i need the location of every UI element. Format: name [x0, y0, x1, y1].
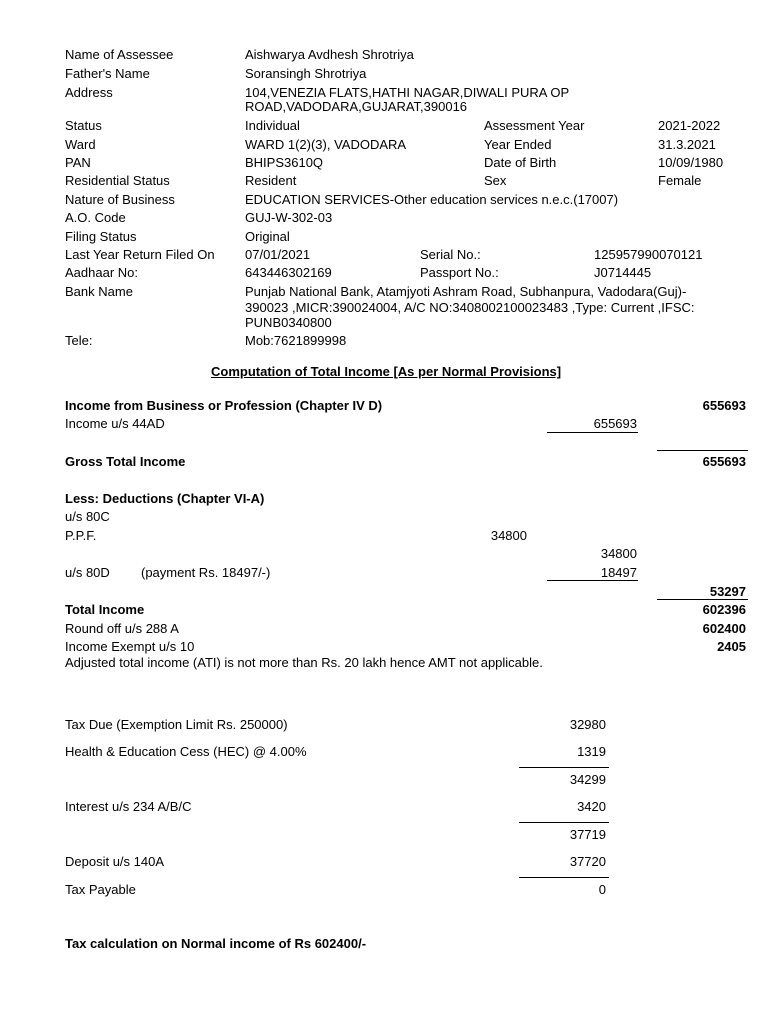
- tax-due-label: Tax Due (Exemption Limit Rs. 250000): [65, 717, 288, 732]
- income-44ad-value: 655693: [593, 416, 637, 431]
- assessment-year-label: Assessment Year: [484, 118, 585, 133]
- deductions-label: Less: Deductions (Chapter VI-A): [65, 491, 265, 506]
- aadhaar-label: Aadhaar No:: [65, 265, 138, 280]
- status-value: Individual: [245, 118, 300, 133]
- gross-total-income-label: Gross Total Income: [65, 454, 186, 469]
- ward-label: Ward: [65, 137, 96, 152]
- ppf-value: 34800: [490, 528, 527, 543]
- father-name: Soransingh Shrotriya: [245, 66, 367, 81]
- dob-value: 10/09/1980: [658, 155, 724, 170]
- ppf-label: P.P.F.: [65, 528, 97, 543]
- residential-status-value: Resident: [245, 173, 297, 188]
- subtotal-2: 37719: [569, 827, 606, 842]
- subtotal-1: 34299: [569, 772, 606, 787]
- serial-value: 125957990070121: [594, 247, 703, 262]
- serial-label: Serial No.:: [420, 247, 481, 262]
- interest-label: Interest u/s 234 A/B/C: [65, 799, 192, 814]
- bank-line-1: Punjab National Bank, Atamjyoti Ashram Road, Subhanpura, Vadodara(Guj)-: [245, 284, 687, 299]
- deductions-total: 53297: [709, 584, 746, 599]
- ao-code-value: GUJ-W-302-03: [245, 210, 333, 225]
- u80c-total: 34800: [600, 546, 637, 561]
- total-income-label: Total Income: [65, 602, 145, 617]
- divider-line: [547, 580, 638, 581]
- pan-label: PAN: [65, 155, 91, 170]
- u80d-label: u/s 80D: [65, 565, 110, 580]
- last-return-label: Last Year Return Filed On: [65, 247, 215, 262]
- divider-line: [519, 877, 609, 878]
- computation-title: Computation of Total Income [As per Normal Provisions]: [211, 364, 562, 379]
- address-line-1: 104,VENEZIA FLATS,HATHI NAGAR,DIWALI PURA OP: [245, 85, 570, 100]
- cess-label: Health & Education Cess (HEC) @ 4.00%: [65, 744, 307, 759]
- sex-label: Sex: [484, 173, 507, 188]
- tele-value: Mob:7621899998: [245, 333, 347, 348]
- status-label: Status: [65, 118, 102, 133]
- aadhaar-value: 643446302169: [245, 265, 332, 280]
- ao-code-label: A.O. Code: [65, 210, 126, 225]
- divider-line: [657, 450, 748, 451]
- dob-label: Date of Birth: [484, 155, 557, 170]
- amt-note: Adjusted total income (ATI) is not more than Rs. 20 lakh hence AMT not applicable.: [65, 655, 543, 670]
- cess-value: 1319: [577, 744, 606, 759]
- u80c-label: u/s 80C: [65, 509, 110, 524]
- sex-value: Female: [658, 173, 702, 188]
- income-44ad-label: Income u/s 44AD: [65, 416, 165, 431]
- passport-label: Passport No.:: [420, 265, 499, 280]
- u80d-note: (payment Rs. 18497/-): [141, 565, 271, 580]
- passport-value: J0714445: [594, 265, 652, 280]
- year-ended-label: Year Ended: [484, 137, 552, 152]
- tax-due-value: 32980: [569, 717, 606, 732]
- tele-label: Tele:: [65, 333, 93, 348]
- gross-total-income-value: 655693: [702, 454, 746, 469]
- exempt-income-value: 2405: [717, 639, 746, 654]
- address-line-2: ROAD,VADODARA,GUJARAT,390016: [245, 99, 468, 114]
- name-label: Name of Assessee: [65, 47, 174, 62]
- assessee-name: Aishwarya Avdhesh Shrotriya: [245, 47, 414, 62]
- bank-line-3: PUNB0340800: [245, 315, 332, 330]
- nature-of-business-label: Nature of Business: [65, 192, 175, 207]
- round-off-value: 602400: [702, 621, 746, 636]
- interest-value: 3420: [577, 799, 606, 814]
- assessment-year-value: 2021-2022: [658, 118, 721, 133]
- u80d-value: 18497: [600, 565, 637, 580]
- round-off-label: Round off u/s 288 A: [65, 621, 179, 636]
- bank-label: Bank Name: [65, 284, 133, 299]
- footer-heading: Tax calculation on Normal income of Rs 602400/-: [65, 936, 367, 951]
- residential-status-label: Residential Status: [65, 173, 170, 188]
- tax-payable-value: 0: [598, 882, 606, 897]
- nature-of-business-value: EDUCATION SERVICES-Other education services n.e.c.(17007): [245, 192, 619, 207]
- deposit-label: Deposit u/s 140A: [65, 854, 165, 869]
- bank-line-2: 390023 ,MICR:390024004, A/C NO:3408002100023483 ,Type: Current ,IFSC:: [245, 300, 695, 315]
- divider-line: [519, 822, 609, 823]
- ward-value: WARD 1(2)(3), VADODARA: [245, 137, 407, 152]
- filing-status-label: Filing Status: [65, 229, 137, 244]
- exempt-income-label: Income Exempt u/s 10: [65, 639, 195, 654]
- father-label: Father's Name: [65, 66, 150, 81]
- year-ended-value: 31.3.2021: [658, 137, 716, 152]
- filing-status-value: Original: [245, 229, 290, 244]
- divider-line: [547, 432, 638, 433]
- last-return-value: 07/01/2021: [245, 247, 311, 262]
- total-income-value: 602396: [702, 602, 746, 617]
- address-label: Address: [65, 85, 113, 100]
- pan-value: BHIPS3610Q: [245, 155, 324, 170]
- divider-line: [519, 767, 609, 768]
- tax-payable-label: Tax Payable: [65, 882, 136, 897]
- divider-line: [657, 599, 748, 600]
- deposit-value: 37720: [569, 854, 606, 869]
- business-income-label: Income from Business or Profession (Chapter IV D): [65, 398, 383, 413]
- business-income-total: 655693: [702, 398, 746, 413]
